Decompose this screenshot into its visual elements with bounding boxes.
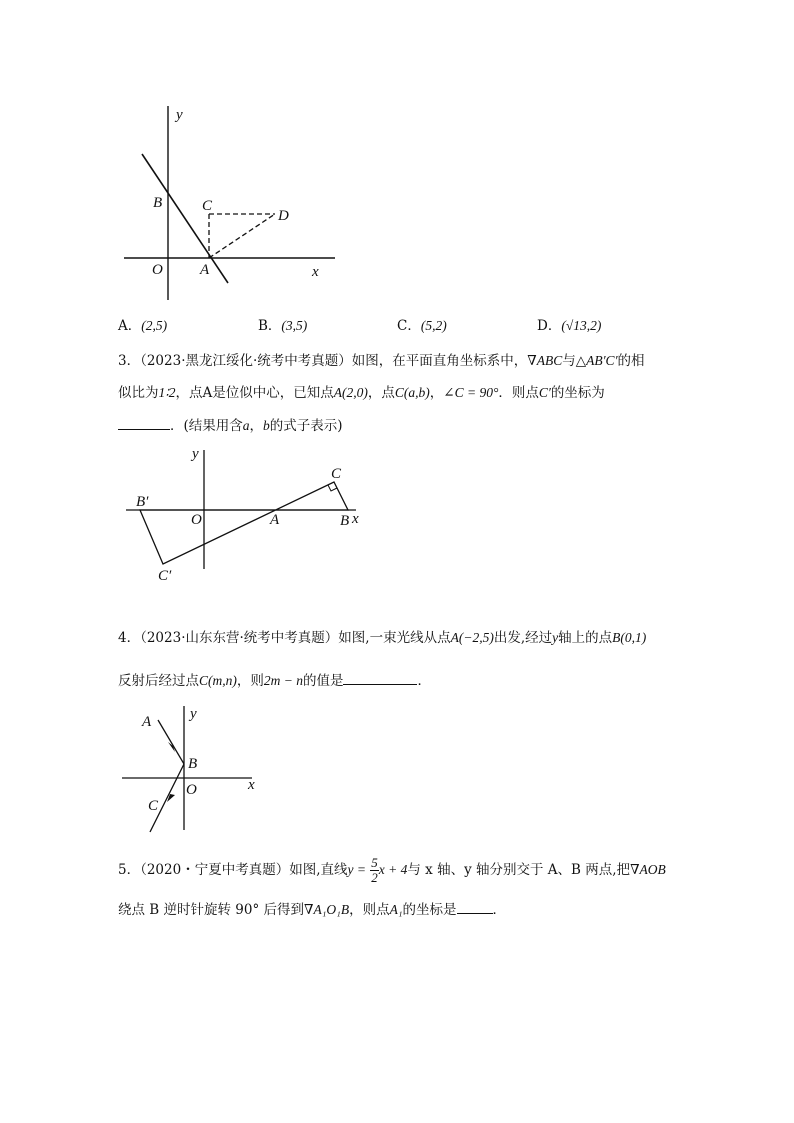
figure-4-diagram bbox=[118, 702, 268, 837]
option-d-letter: D． bbox=[537, 318, 562, 334]
q3-triangle-ab2c2: △AB′C′ bbox=[575, 353, 618, 368]
q4-text: ． bbox=[417, 673, 431, 689]
option-c-letter: C． bbox=[397, 318, 421, 334]
label-b-prime: B′ bbox=[136, 494, 149, 510]
option-c-value: (5,2) bbox=[420, 318, 447, 333]
option-a[interactable] bbox=[118, 316, 167, 336]
q3-text: ，点A是位似中心，已知点 bbox=[175, 385, 334, 401]
label-x: x bbox=[248, 777, 255, 793]
q3-text: 似比为 bbox=[118, 385, 159, 401]
q3-text: ， bbox=[429, 385, 444, 401]
q4-expression: 2m − n bbox=[263, 673, 303, 688]
label-a: A bbox=[142, 714, 152, 730]
q3-point-c: C(a,b) bbox=[394, 385, 430, 400]
q5-text: 如图,直线 bbox=[289, 862, 348, 878]
q3-line-1 bbox=[118, 351, 645, 371]
label-x: x bbox=[312, 264, 319, 280]
q5-line-2 bbox=[118, 899, 506, 920]
q5-answer-blank[interactable] bbox=[457, 899, 493, 914]
q5-source: （2020・宁夏中考真题） bbox=[140, 862, 290, 878]
figure-1-diagram bbox=[110, 100, 360, 310]
q3-answer-blank[interactable] bbox=[118, 415, 170, 430]
label-y: y bbox=[176, 107, 183, 123]
q5-text: 绕点 B 逆时针旋转 90° 后得到 bbox=[118, 902, 305, 918]
q3-number: 3． bbox=[118, 353, 141, 369]
q3-text: ， bbox=[249, 418, 264, 434]
q4-text: 如图,一束光线从点 bbox=[338, 630, 451, 646]
q4-point-b: B(0,1) bbox=[612, 630, 647, 645]
incident-ray bbox=[158, 720, 184, 764]
q3-point-c-prime: C′ bbox=[538, 385, 551, 400]
q4-source: （2023·山东东营·统考中考真题） bbox=[140, 630, 339, 646]
q5-fraction bbox=[370, 856, 379, 885]
label-a: A bbox=[270, 512, 280, 528]
figure-3-diagram bbox=[118, 444, 378, 589]
label-o: O bbox=[191, 512, 202, 528]
label-o: O bbox=[186, 782, 197, 798]
option-a-value: (2,5) bbox=[141, 318, 168, 333]
q5-number: 5． bbox=[118, 862, 141, 878]
q3-text: ．则点 bbox=[498, 385, 539, 401]
q5-fraction-denominator: 2 bbox=[371, 870, 378, 885]
option-b-letter: B． bbox=[258, 318, 282, 334]
q3-text: 的式子表示) bbox=[269, 418, 343, 434]
q5-line-1 bbox=[118, 854, 666, 886]
label-y: y bbox=[190, 706, 197, 722]
q3-var-a: a bbox=[242, 418, 250, 433]
q3-text: ，点 bbox=[367, 385, 395, 401]
q5-text: ． bbox=[492, 902, 507, 918]
q4-point-c: C(m,n) bbox=[199, 673, 237, 688]
q4-text: 出发,经过 bbox=[493, 630, 553, 646]
q4-text: 反射后经过点 bbox=[118, 673, 199, 689]
option-b-value: (3,5) bbox=[281, 318, 308, 333]
q4-text: 轴上的点 bbox=[558, 630, 613, 646]
q4-line-1 bbox=[118, 628, 646, 648]
label-c-prime: C′ bbox=[158, 568, 172, 584]
q3-triangle-abc: ∇ABC bbox=[527, 353, 563, 368]
q5-triangle-a1o1b: ∇A₁O₁B bbox=[304, 902, 350, 917]
option-b[interactable] bbox=[258, 316, 307, 336]
q5-triangle-aob: ∇AOB bbox=[630, 862, 666, 877]
q3-angle: ∠C = 90° bbox=[443, 385, 499, 400]
q3-line-3 bbox=[118, 415, 343, 436]
q3-text: ．(结果用含 bbox=[170, 418, 243, 434]
option-d-value: (√13,2) bbox=[561, 318, 602, 333]
option-c[interactable] bbox=[397, 316, 447, 336]
q3-ratio: 1∶2 bbox=[158, 385, 176, 400]
q3-text: 的坐标为 bbox=[550, 385, 605, 401]
q3-point-a: A(2,0) bbox=[333, 385, 368, 400]
q5-text: 的坐标是 bbox=[402, 902, 457, 918]
option-d[interactable] bbox=[537, 316, 601, 336]
q4-text: ，则 bbox=[236, 673, 264, 689]
label-d: D bbox=[278, 208, 289, 224]
q5-equation-lhs: y = bbox=[347, 862, 366, 877]
option-a-letter: A． bbox=[118, 318, 142, 334]
label-b: B bbox=[153, 195, 163, 211]
q4-answer-blank[interactable] bbox=[343, 670, 417, 685]
q5-point-a1: A₁ bbox=[389, 902, 403, 917]
q4-line-2 bbox=[118, 670, 431, 691]
q4-point-a: A(−2,5) bbox=[450, 630, 494, 645]
q5-text: ，则点 bbox=[349, 902, 390, 918]
label-c: C bbox=[202, 198, 213, 214]
label-a: A bbox=[200, 262, 210, 278]
q3-source: （2023·黑龙江绥化·统考中考真题） bbox=[140, 353, 352, 369]
label-c: C bbox=[148, 798, 159, 814]
q3-text: 如图，在平面直角坐标系中， bbox=[351, 353, 528, 369]
label-b: B bbox=[188, 756, 198, 772]
q4-number: 4． bbox=[118, 630, 141, 646]
q4-y-axis: y bbox=[552, 630, 559, 645]
label-x: x bbox=[352, 511, 359, 527]
segment-ad bbox=[209, 214, 275, 258]
label-b: B bbox=[340, 513, 350, 529]
q3-var-b: b bbox=[263, 418, 270, 433]
q5-text: 与 x 轴、y 轴分别交于 A、B 两点,把 bbox=[407, 862, 631, 878]
q4-text: 的值是 bbox=[302, 673, 344, 689]
similar-triangles bbox=[140, 482, 348, 564]
q5-equation-rhs: x + 4 bbox=[378, 862, 408, 877]
label-o: O bbox=[152, 262, 163, 278]
q3-line-2 bbox=[118, 383, 605, 403]
q3-text: 的相 bbox=[617, 353, 645, 369]
label-y: y bbox=[192, 446, 199, 462]
q5-fraction-numerator: 5 bbox=[371, 855, 378, 870]
label-c: C bbox=[331, 466, 342, 482]
q3-text: 与 bbox=[562, 353, 576, 369]
